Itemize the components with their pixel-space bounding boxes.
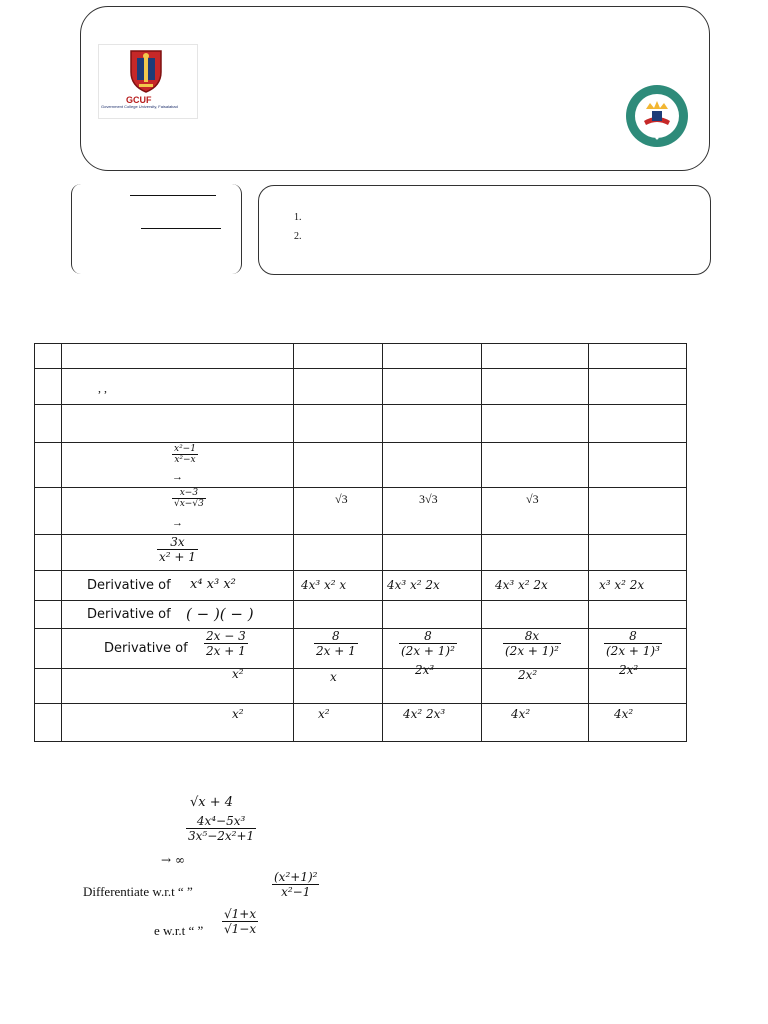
option-a: √3 (335, 492, 348, 506)
option-b: 3√3 (419, 492, 438, 506)
option-a: 4x³ x² x (301, 578, 347, 592)
option-b: 4x³ x² 2x (387, 578, 440, 592)
question-expression: x⁴ x³ x² (190, 577, 236, 592)
info-bracket-box (71, 184, 242, 274)
derivative-label: Derivative of (104, 641, 188, 656)
blank-line-1 (130, 195, 216, 196)
option-c: $\frac{8x}{\text{(2x + 1)²}}$ (505, 629, 559, 658)
question-expression: x² (232, 667, 244, 681)
option-b: 4x² 2x³ (403, 707, 446, 721)
table-row (35, 669, 687, 704)
option-b: 2x³ (415, 663, 435, 677)
university-logo-subtext: Government College University, Faisalabad (101, 104, 178, 109)
option-d: 4x² (614, 707, 634, 721)
table-row (35, 629, 687, 669)
question-expression: ( − )( − ) (186, 605, 254, 623)
limit-fraction: $\frac{\text{x²−1}}{\text{x²−x}}$ (174, 444, 196, 465)
option-c: 4x³ x² 2x (495, 578, 548, 592)
question-expression: x² (232, 707, 244, 721)
table-row (35, 405, 687, 443)
university-crest-icon (128, 48, 164, 94)
table-row (35, 704, 687, 742)
question-3-fraction: $\frac{\text{(x²+1)²}}{\text{x²−1}}$ (274, 870, 318, 899)
college-seal-icon (624, 83, 690, 149)
option-a: x² (318, 707, 330, 721)
option-d: x³ x² 2x (599, 578, 645, 592)
option-d: 2x² (619, 663, 639, 677)
question-2-fraction: $\frac{\text{4x⁴−5x³}}{\text{3x⁵−2x²+1}}$ (188, 814, 255, 843)
table-row (35, 344, 687, 369)
limit-arrow: → (172, 471, 183, 483)
table-row (35, 443, 687, 488)
table-row (35, 535, 687, 571)
question-3-text: Differentiate w.r.t “ ” (83, 884, 193, 899)
limit-arrow: → (172, 517, 183, 529)
question-separators: , , (98, 381, 107, 395)
table-row (35, 369, 687, 405)
question-fraction: $\frac{2x - 3}{2x + 1}$ (206, 629, 246, 658)
question-4-text: e w.r.t “ ” (154, 923, 204, 938)
derivative-label: Derivative of (87, 578, 171, 593)
option-b: $\frac{8}{\text{(2x + 1)²}}$ (401, 629, 455, 658)
derivative-label: Derivative of (87, 607, 171, 622)
table-row (35, 488, 687, 535)
instructions-box (258, 185, 711, 275)
option-c: 4x² (511, 707, 531, 721)
list-item-2: 2. (294, 231, 302, 242)
mcq-table (34, 343, 687, 742)
blank-line-2 (141, 228, 221, 229)
table-row (35, 601, 687, 629)
question-4-fraction: $\frac{√1+x}{√1-x}$ (224, 907, 257, 936)
question-fraction: $\frac{3x}{\text{x² + 1}}$ (159, 535, 196, 564)
option-c: 2x² (518, 668, 538, 682)
option-a: x (330, 670, 337, 684)
question-2-arrow: → ∞ (161, 853, 185, 867)
limit-fraction: $\frac{x-3}{√x-√3}$ (174, 488, 204, 509)
table-row (35, 571, 687, 601)
list-item-1: 1. (294, 212, 302, 223)
option-d: $\frac{8}{\text{(2x + 1)³}}$ (606, 629, 660, 658)
question-1-expression: √x + 4 (190, 795, 234, 810)
university-logo-text: GCUF (126, 95, 152, 105)
option-a: $\frac{8}{2x + 1}$ (316, 629, 356, 658)
option-c: √3 (526, 492, 539, 506)
